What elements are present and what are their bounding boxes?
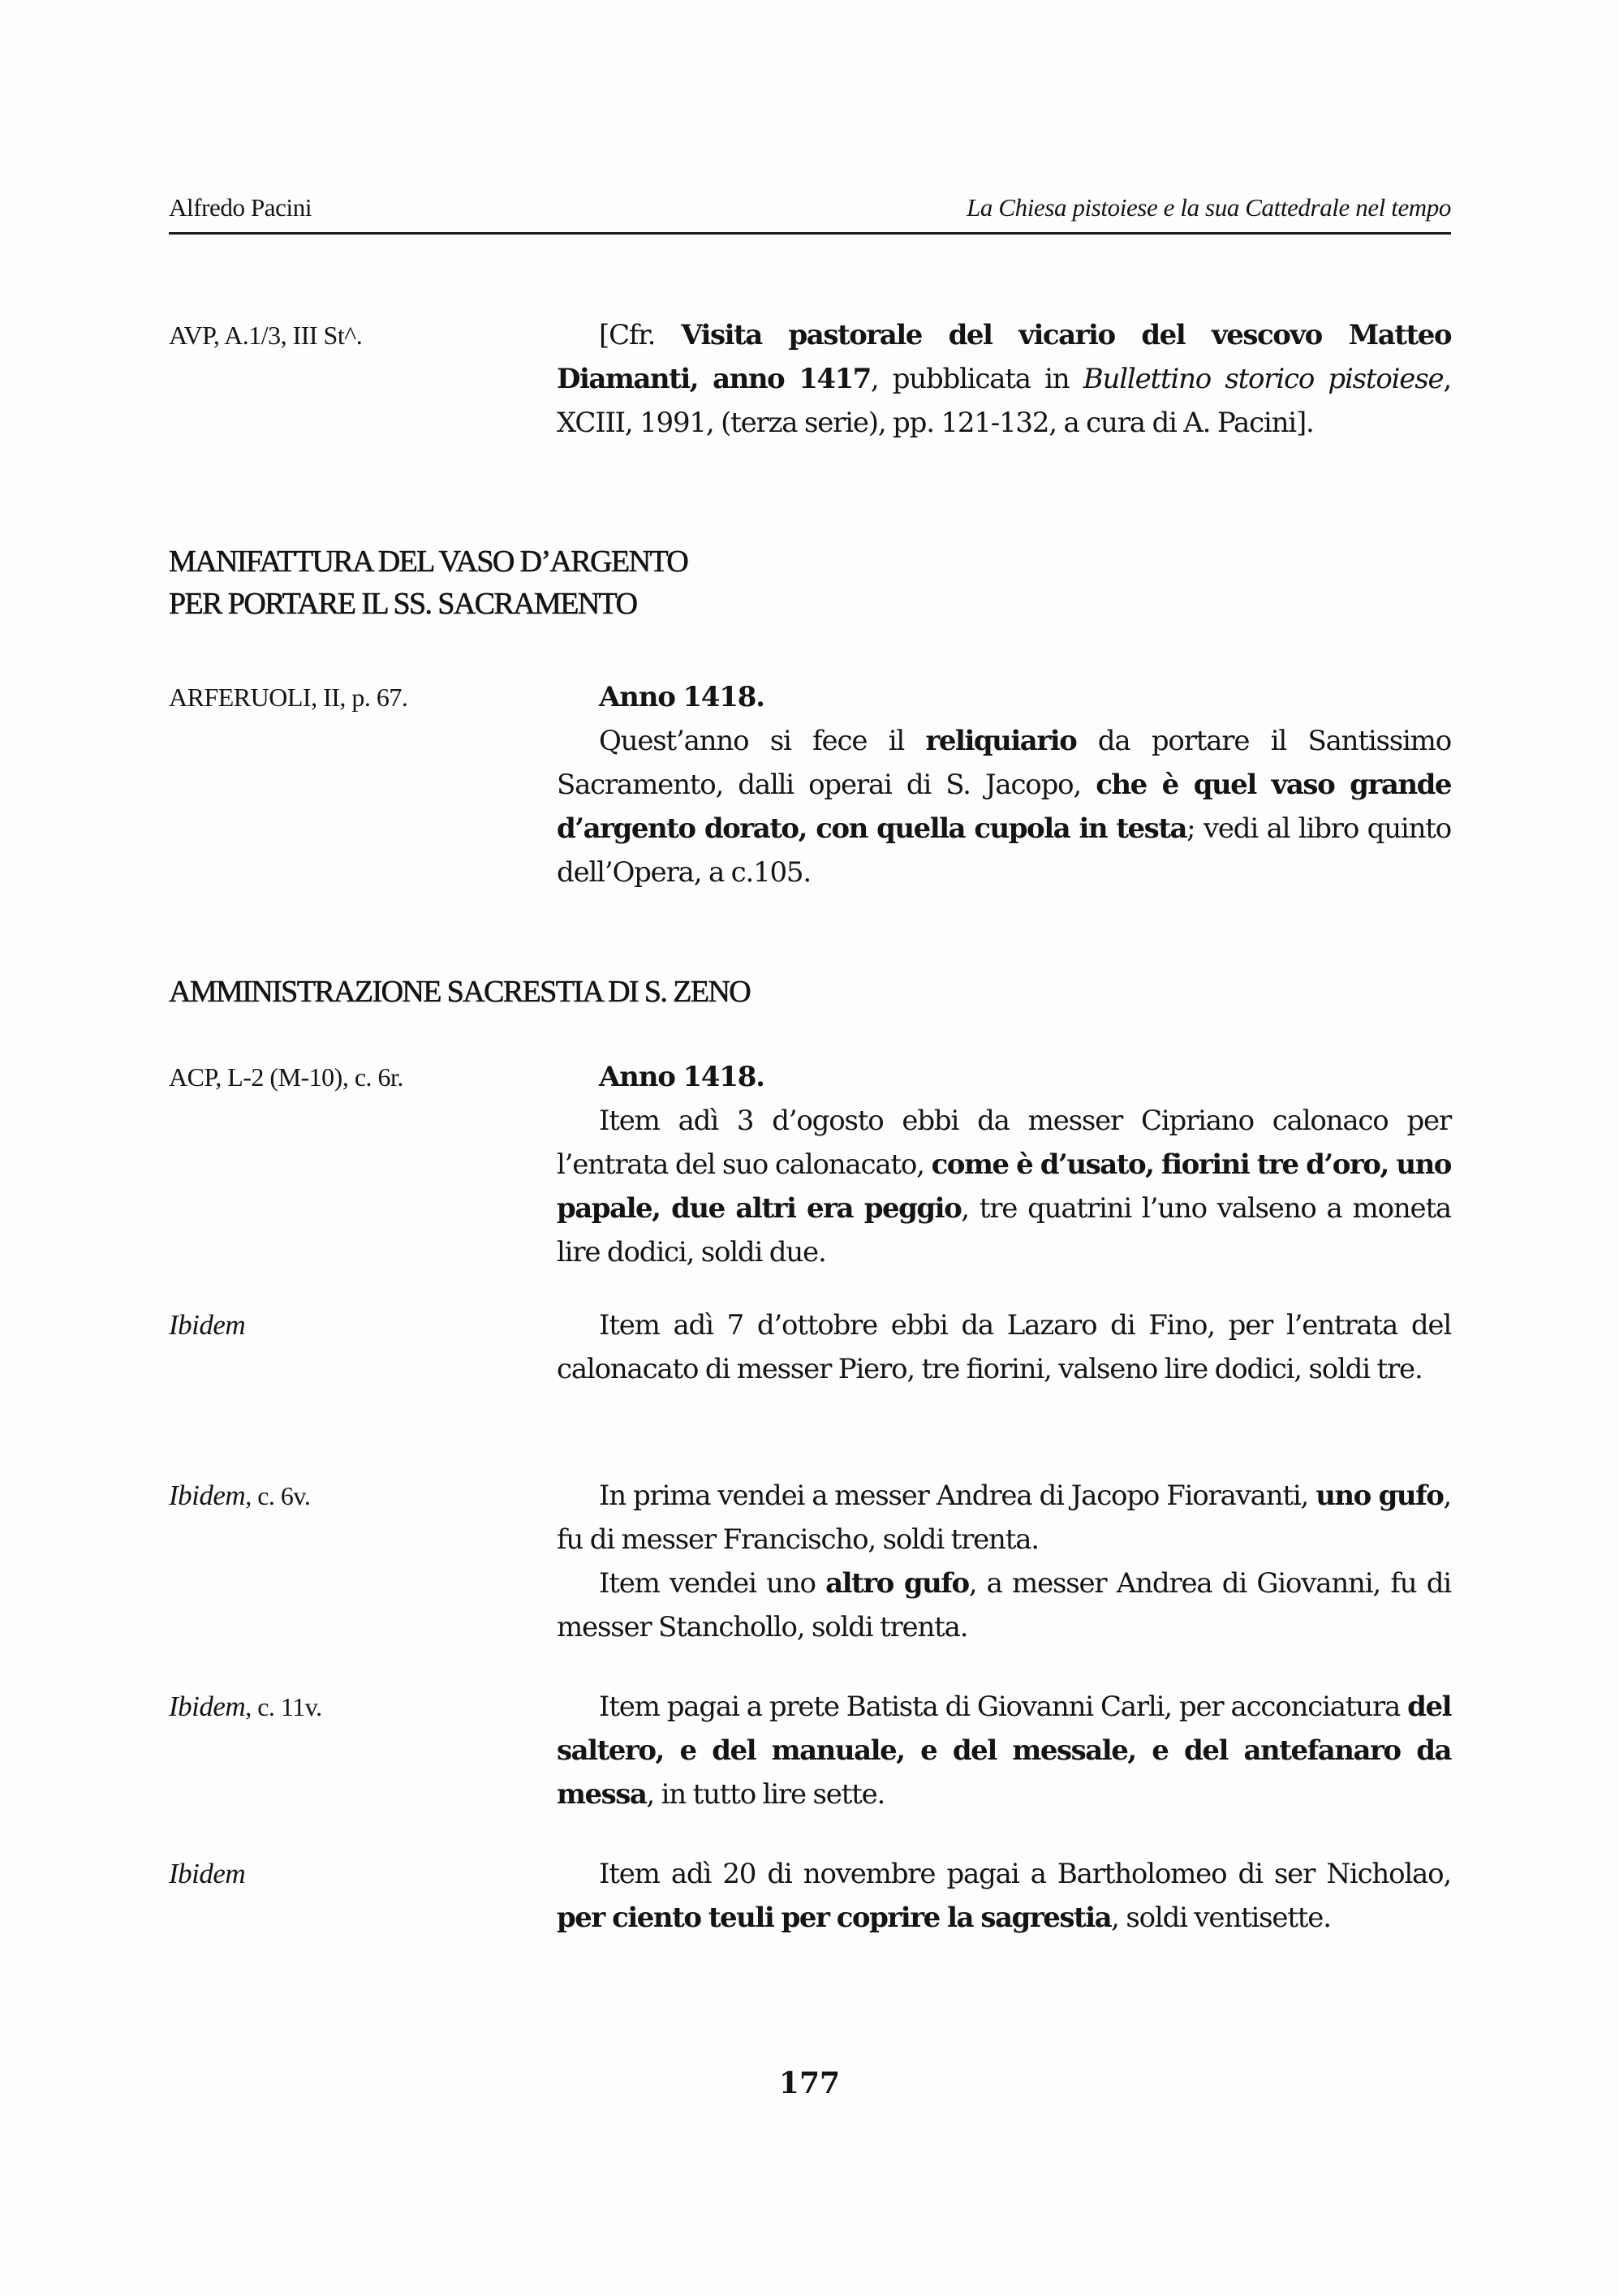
bold-text-run: che è quel vaso grande d’argento dorato, con quella cupola in testa [557,769,1451,845]
entry-text [557,1852,1451,1940]
text-run: ; vedi al libro quinto dell’Opera, a c.105. [557,812,1451,889]
text-run: , soldi ventisette. [1111,1902,1331,1934]
ibidem-label: Ibidem [169,1691,246,1722]
folio-reference: , c. 6v. [245,1481,311,1510]
entry-text [557,675,1451,894]
text-run: [Cfr. [599,319,682,351]
text-run: Item vendei uno [599,1567,826,1600]
ibidem-label: Ibidem [169,1858,246,1889]
section-heading-line: MANIFATTURA DEL VASO D’ARGENTO [169,545,688,579]
text-run: Item adì 7 d’ottobre ebbi da Lazaro di Fino, per l’entrata del calonacato di messer Piero, tre fiorini, valseno lire dodici, soldi tre. [557,1309,1451,1385]
text-run: , a messer Andrea di Giovanni, fu di messer Stanchollo, soldi trenta. [557,1567,1451,1643]
text-run: , fu di messer Francischo, soldi trenta. [557,1480,1451,1556]
page-number: 177 [778,2066,841,2100]
running-header [169,193,1451,229]
entry-text [557,313,1451,445]
archival-reference [169,1852,534,1896]
text-run: , XCIII, 1991, (terza serie), pp. 121-132, a cura di A. Pacini]. [557,363,1451,439]
entry-text [557,1055,1451,1274]
entry-text [557,1303,1451,1391]
text-run: Quest’anno si fece il [599,725,926,757]
section-heading-sacrestia-s-zeno [169,971,750,1013]
text-run: Item adì 20 di novembre pagai a Bartholomeo di ser Nicholao, [599,1858,1451,1890]
text-run: Item pagai a prete Batista di Giovanni Carli, per acconciatura [599,1691,1408,1723]
archival-reference: ARFERUOLI, II, p. 67. [169,683,408,712]
bold-text-run: come è d’usato, fiorini tre d’oro, uno papale, due altri era peggio [557,1148,1451,1225]
entry-text [557,1474,1451,1649]
bold-text-run: per ciento teuli per coprire la sagrestia [557,1902,1112,1934]
folio-reference: , c. 11v. [245,1692,322,1721]
bold-text-run: reliquiario [925,725,1077,757]
header-book-title: La Chiesa pistoiese e la sua Cattedrale nel tempo [967,193,1451,222]
bold-text-run: uno gufo [1315,1480,1444,1512]
text-run: , pubblicata in [870,363,1083,395]
archival-reference [169,1303,534,1347]
archival-reference: ACP, L-2 (M-10), c. 6r. [169,1062,403,1092]
section-heading-vaso-argento [169,541,687,625]
ibidem-label: Ibidem [169,1309,246,1341]
text-run: Item adì 3 d’ogosto ebbi da messer Cipriano calonaco per l’entrata del suo calonacato, [557,1105,1451,1181]
header-author: Alfredo Pacini [169,193,312,222]
text-run: , in tutto lire sette. [646,1778,885,1811]
italic-text-run: Bullettino storico pistoiese [1083,363,1444,395]
bold-text-run: altro gufo [825,1567,969,1600]
entry-text [557,1685,1451,1816]
section-heading-line: AMMINISTRAZIONE SACRESTIA DI S. ZENO [169,975,751,1009]
archival-reference [169,1474,534,1518]
ibidem-label: Ibidem [169,1480,246,1511]
bold-text-run: del saltero, e del manuale, e del messale, e del antefanaro da messa [557,1691,1451,1811]
text-run: da portare il Santissimo Sacramento, dalli operai di S. Jacopo, [557,725,1451,801]
section-heading-line: PER PORTARE IL SS. SACRAMENTO [169,587,637,621]
archival-reference [169,1685,534,1729]
archival-reference: AVP, A.1/3, III St^. [169,321,363,350]
entry-year: Anno 1418. [599,681,764,713]
text-run: , tre quatrini l’uno valseno a moneta lire dodici, soldi due. [557,1192,1451,1269]
header-rule [169,232,1451,235]
bold-text-run: Visita pastorale del vicario del vescovo Matteo Diamanti, anno 1417 [557,319,1452,395]
entry-year: Anno 1418. [599,1061,764,1093]
text-run: In prima vendei a messer Andrea di Jacopo Fioravanti, [599,1480,1316,1512]
